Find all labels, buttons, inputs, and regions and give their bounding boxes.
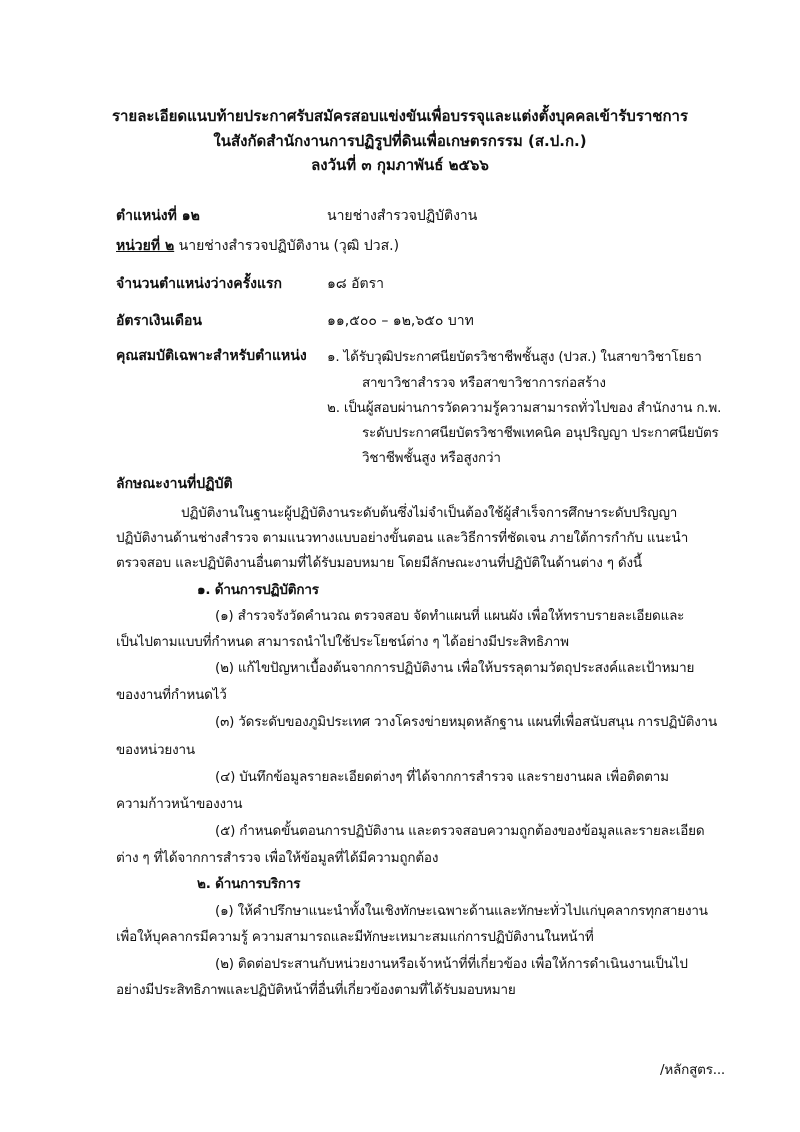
- section1-item-line: (๑) สำรวจรังวัดคำนวณ ตรวจสอบ จัดทำแผนที่ แผนผัง เพื่อให้ทราบรายละเอียดและ: [215, 608, 685, 624]
- duties-intro-line: ตรวจสอบ และปฏิบัติงานอื่นตามที่ได้รับมอบหมาย โดยมีลักษณะงานที่ปฏิบัติในด้านต่าง ๆ ดังนี้: [116, 555, 642, 571]
- duties-intro-line: ปฏิบัติงานด้านช่างสำรวจ ตามแนวทางแบบอย่างขั้นตอน และวิธีการที่ชัดเจน ภายใต้การกำกับ แนะนำ: [116, 530, 689, 546]
- header-line-1: รายละเอียดแนบท้ายประกาศรับสมัครสอบแข่งขันเพื่อบรรจุและแต่งตั้งบุคคลเข้ารับราชการ: [111, 107, 689, 125]
- section1-item-line: (๔) บันทึกข้อมูลรายละเอียดต่างๆ ที่ได้จากการสำรวจ และรายงานผล เพื่อติดตาม: [215, 769, 669, 785]
- unit-label: หน่วยที่ ๒: [116, 238, 175, 254]
- qualification-line: วิชาชีพชั้นสูง หรือสูงกว่า: [362, 450, 501, 466]
- section1-item-line: ของงานที่กำหนดไว้: [116, 687, 227, 703]
- duties-intro-line: ปฏิบัติงานในฐานะผู้ปฏิบัติงานระดับต้นซึ่งไม่จำเป็นต้องใช้ผู้สำเร็จการศึกษาระดับปริญญา: [181, 505, 678, 521]
- vacancies-label: จำนวนตำแหน่งว่างครั้งแรก: [116, 276, 282, 292]
- qualifications-label: คุณสมบัติเฉพาะสำหรับตำแหน่ง: [116, 348, 307, 364]
- section2-item-line: (๑) ให้คำปรึกษาแนะนำทั้งในเชิงทักษะเฉพาะด้านและทักษะทั่วไปแก่บุคลากรทุกสายงาน: [215, 903, 708, 919]
- continuation-note: /หลักสูตร...: [660, 1062, 726, 1078]
- duties-heading: ลักษณะงานที่ปฏิบัติ: [116, 476, 233, 492]
- section2-title: ๒. ด้านการบริการ: [197, 876, 301, 892]
- salary-label: อัตราเงินเดือน: [116, 313, 202, 329]
- section1-item-line: (๒) แก้ไขปัญหาเบื้องต้นจากการปฏิบัติงาน เพื่อให้บรรลุตามวัตถุประสงค์และเป้าหมาย: [215, 660, 695, 676]
- salary-value: ๑๑,๕๐๐ – ๑๒,๖๕๐ บาท: [327, 313, 474, 329]
- section1-item-line: (๓) วัดระดับของภูมิประเทศ วางโครงข่ายหมุดหลักฐาน แผนที่เพื่อสนับสนุน การปฏิบัติงาน: [215, 714, 718, 730]
- section1-item-line: ความก้าวหน้าของงาน: [116, 796, 243, 812]
- section1-item-line: ของหน่วยงาน: [116, 742, 195, 758]
- section1-item-line: (๕) กำหนดขั้นตอนการปฏิบัติงาน และตรวจสอบความถูกต้องของข้อมูลและรายละเอียด: [215, 823, 705, 839]
- section1-title: ๑. ด้านการปฏิบัติการ: [197, 582, 319, 598]
- vacancies-value: ๑๘ อัตรา: [327, 276, 385, 292]
- header-line-3: ลงวันที่ ๓ กุมภาพันธ์ ๒๕๖๖: [311, 156, 489, 174]
- section1-item-line: ต่าง ๆ ที่ได้จากการสำรวจ เพื่อให้ข้อมูลที่ได้มีความถูกต้อง: [116, 850, 439, 866]
- section2-item-line: เพื่อให้บุคลากรมีความรู้ ความสามารถและมีทักษะเหมาะสมแก่การปฏิบัติงานในหน้าที่: [116, 929, 594, 945]
- section2-item-line: (๒) ติดต่อประสานกับหน่วยงานหรือเจ้าหน้าที่ที่เกี่ยวข้อง เพื่อให้การดำเนินงานเป็นไป: [215, 956, 688, 972]
- qualification-line: สาขาวิชาสำรวจ หรือสาขาวิชาการก่อสร้าง: [362, 375, 606, 391]
- unit-value: นายช่างสำรวจปฏิบัติงาน (วุฒิ ปวส.): [174, 238, 400, 254]
- qualification-line: ๒. เป็นผู้สอบผ่านการวัดความรู้ความสามารถทั่วไปของ สำนักงาน ก.พ.: [327, 400, 722, 416]
- header-line-2: ในสังกัดสำนักงานการปฏิรูปที่ดินเพื่อเกษตรกรรม (ส.ป.ก.): [213, 132, 587, 150]
- unit-line: [116, 235, 399, 257]
- qualification-line: ระดับประกาศนียบัตรวิชาชีพเทคนิค อนุปริญญา ประกาศนียบัตร: [362, 425, 719, 441]
- section1-item-line: เป็นไปตามแบบที่กำหนด สามารถนำไปใช้ประโยชน์ต่าง ๆ ได้อย่างมีประสิทธิภาพ: [116, 634, 569, 650]
- position-value: นายช่างสำรวจปฏิบัติงาน: [327, 208, 478, 224]
- qualification-line: ๑. ได้รับวุฒิประกาศนียบัตรวิชาชีพชั้นสูง (ปวส.) ในสาขาวิชาโยธา: [327, 349, 702, 365]
- section2-item-line: อย่างมีประสิทธิภาพและปฏิบัติหน้าที่อื่นที่เกี่ยวข้องตามที่ได้รับมอบหมาย: [116, 982, 516, 998]
- position-label: ตำแหน่งที่ ๑๒: [116, 208, 200, 224]
